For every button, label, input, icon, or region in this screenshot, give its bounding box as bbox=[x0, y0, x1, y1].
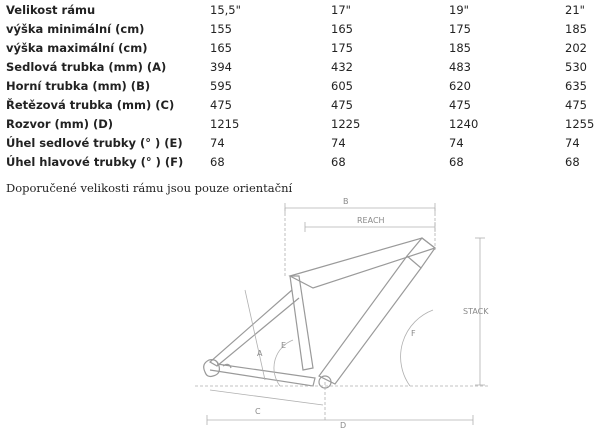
header-size-cell: 21" bbox=[565, 2, 585, 17]
header-size-cell: 17" bbox=[331, 2, 351, 17]
frame-top-tube bbox=[290, 238, 435, 288]
geometry-table bbox=[6, 0, 605, 171]
frame-seat-stay bbox=[210, 290, 299, 366]
label-d: D bbox=[340, 421, 347, 430]
row-value-cell: 185 bbox=[565, 21, 587, 36]
row-value-cell: 165 bbox=[210, 40, 232, 55]
header-label: Velikost rámu bbox=[6, 2, 96, 17]
table-row bbox=[6, 152, 605, 171]
row-value-cell: 475 bbox=[565, 97, 587, 112]
row-value-cell: 635 bbox=[565, 78, 587, 93]
row-label: výška minimální (cm) bbox=[6, 21, 145, 36]
label-f: F bbox=[411, 329, 416, 338]
label-a: A bbox=[257, 349, 263, 358]
row-label: Sedlová trubka (mm) (A) bbox=[6, 59, 167, 74]
row-value-cell: 202 bbox=[565, 40, 587, 55]
row-label: Řetězová trubka (mm) (C) bbox=[6, 97, 175, 112]
table-row bbox=[6, 114, 605, 133]
geometry-table-body bbox=[6, 0, 605, 171]
row-value-cell: 1240 bbox=[449, 116, 479, 131]
table-row bbox=[6, 76, 605, 95]
row-value-cell: 74 bbox=[331, 135, 346, 150]
row-value-cell: 175 bbox=[449, 21, 471, 36]
row-value-cell: 74 bbox=[449, 135, 464, 150]
frame-down-tube bbox=[319, 256, 421, 384]
table-row bbox=[6, 19, 605, 38]
row-label: Úhel hlavové trubky (° ) (F) bbox=[6, 154, 184, 169]
row-label: výška maximální (cm) bbox=[6, 40, 148, 55]
label-reach: REACH bbox=[357, 216, 385, 225]
table-header-row bbox=[6, 0, 605, 19]
dim-c-line bbox=[210, 390, 323, 405]
table-row bbox=[6, 38, 605, 57]
header-size-cell: 15,5" bbox=[210, 2, 241, 17]
row-value-cell: 483 bbox=[449, 59, 471, 74]
row-value-cell: 155 bbox=[210, 21, 232, 36]
frame-seat-tube bbox=[290, 276, 313, 370]
angle-f-arc bbox=[401, 310, 433, 386]
row-label: Rozvor (mm) (D) bbox=[6, 116, 114, 131]
row-value-cell: 1255 bbox=[565, 116, 595, 131]
row-value-cell: 1215 bbox=[210, 116, 240, 131]
row-value-cell: 68 bbox=[331, 154, 346, 169]
header-size-cell: 19" bbox=[449, 2, 469, 17]
row-value-cell: 620 bbox=[449, 78, 471, 93]
frame-geometry-diagram bbox=[195, 190, 495, 440]
row-value-cell: 530 bbox=[565, 59, 587, 74]
row-value-cell: 175 bbox=[331, 40, 353, 55]
row-value-cell: 432 bbox=[331, 59, 353, 74]
row-value-cell: 475 bbox=[449, 97, 471, 112]
row-value-cell: 475 bbox=[331, 97, 353, 112]
row-value-cell: 185 bbox=[449, 40, 471, 55]
row-label: Úhel sedlové trubky (° ) (E) bbox=[6, 135, 183, 150]
row-value-cell: 1225 bbox=[331, 116, 361, 131]
label-b: B bbox=[343, 197, 349, 206]
table-row bbox=[6, 133, 605, 152]
table-row bbox=[6, 95, 605, 114]
row-value-cell: 74 bbox=[565, 135, 580, 150]
row-label: Horní trubka (mm) (B) bbox=[6, 78, 151, 93]
row-value-cell: 68 bbox=[565, 154, 580, 169]
row-value-cell: 394 bbox=[210, 59, 232, 74]
label-stack: STACK bbox=[463, 307, 489, 316]
rear-dropout bbox=[204, 360, 231, 377]
dim-a-line bbox=[245, 290, 265, 380]
row-value-cell: 595 bbox=[210, 78, 232, 93]
row-value-cell: 165 bbox=[331, 21, 353, 36]
row-value-cell: 68 bbox=[210, 154, 225, 169]
label-e: E bbox=[281, 341, 287, 350]
row-value-cell: 605 bbox=[331, 78, 353, 93]
row-value-cell: 74 bbox=[210, 135, 225, 150]
row-value-cell: 68 bbox=[449, 154, 464, 169]
label-c: C bbox=[255, 407, 261, 416]
table-row bbox=[6, 57, 605, 76]
size-note: Doporučené velikosti rámu jsou pouze orientační bbox=[6, 181, 293, 195]
row-value-cell: 475 bbox=[210, 97, 232, 112]
